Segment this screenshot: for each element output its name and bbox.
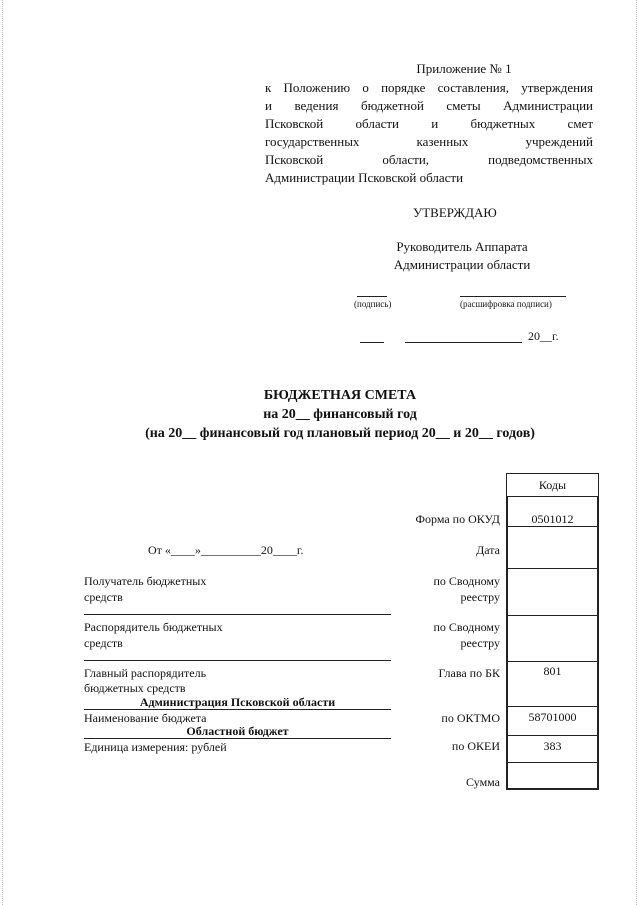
budget-name-label: Наименование бюджета [84,711,207,725]
title-line-1: БЮДЖЕТНАЯ СМЕТА [263,388,417,403]
approval-position-1: Руководитель Аппарата [396,239,528,254]
approval-date-year: 20__г. [528,329,559,343]
label-registry-manager-2: реестру [460,636,500,650]
appendix-line-3: Псковской области и бюджетных смет [265,116,593,131]
appendix-line-2: и ведения бюджетной сметы Администрации [265,98,593,113]
label-okud: Форма по ОКУД [415,512,500,526]
main-manager-label-2: бюджетных средств [84,681,186,695]
appendix-line-1: к Положению о порядке составления, утверждения [265,80,593,95]
appendix-line-6: Администрации Псковской области [265,170,464,185]
label-registry-recipient-1: по Сводному [433,574,500,588]
label-registry-manager-1: по Сводному [433,620,500,634]
appendix-block [265,60,593,187]
recipient-label-2: средств [84,590,123,604]
label-chapter-bk: Глава по БК [438,666,500,680]
title-line-3: (на 20__ финансовый год плановый период 20__ и 20__ годов) [145,426,535,441]
date-month-line [405,342,522,343]
appendix-number: Приложение № 1 [416,61,512,76]
document-title [40,386,640,443]
date-from-field: От «____»__________20____г. [148,543,304,557]
approval-position-2: Администрации области [393,257,531,272]
code-okud: 0501012 [531,512,574,526]
label-okei: по ОКЕИ [451,739,500,753]
signature-caption: (подпись) [354,299,392,309]
row-line-date [506,568,599,569]
main-manager-label-1: Главный распорядитель [84,666,207,680]
codes-header-cell [506,473,599,497]
title-line-2: на 20__ финансовый год [263,407,417,422]
recipient-line [84,614,391,615]
row-line-okei [506,762,599,763]
appendix-line-5: Псковской области, подведомственных [265,152,593,167]
label-sum: Сумма [466,775,500,789]
label-oktmo: по ОКТМО [441,711,500,725]
label-date: Дата [476,543,500,557]
label-registry-recipient-2: реестру [460,590,500,604]
recipient-label-1: Получатель бюджетных [84,574,207,588]
decoding-caption: (расшифровка подписи) [460,299,552,309]
code-chapter-bk: 801 [543,664,562,678]
code-okei: 383 [543,739,562,753]
scan-edge-right [636,0,637,905]
manager-label-2: средств [84,636,123,650]
row-line-registry-2 [506,661,599,662]
appendix-line-4: государственных казенных учреждений [265,134,593,149]
manager-line [84,660,391,661]
manager-label-1: Распорядитель бюджетных [84,620,223,634]
row-line-registry-1 [506,615,599,616]
main-manager-value: Администрация Псковской области [139,695,336,709]
budget-name-value: Областной бюджет [186,724,289,738]
signature-line [357,296,387,297]
row-line-oktmo [506,735,599,736]
code-oktmo: 58701000 [528,710,577,724]
approval-title: УТВЕРЖДАЮ [413,205,497,220]
scan-edge-left [2,0,3,905]
row-line-chapter [506,706,599,707]
unit-label: Единица измерения: рублей [84,740,227,754]
decoding-line [460,296,566,297]
date-day-line [360,342,384,343]
codes-header: Коды [538,478,567,492]
